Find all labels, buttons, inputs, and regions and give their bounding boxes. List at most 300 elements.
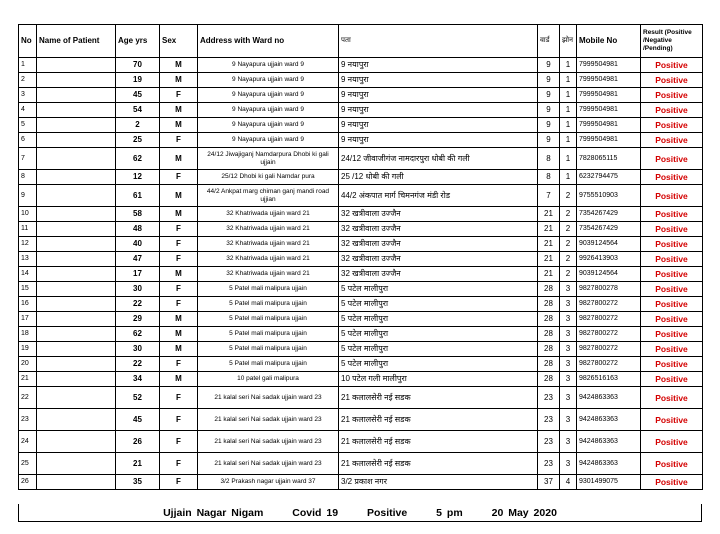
row-sex: F [160,475,198,490]
row-ward: 8 [538,170,560,185]
footer-status: Positive [366,507,408,519]
footer-covid: Covid 19 [292,507,339,519]
row-mobile: 9827800272 [577,297,641,312]
table-row [19,312,703,327]
row-result: Positive [641,88,703,103]
row-zone: 4 [560,475,577,490]
row-address: 5 Patel mali malipura ujjain [198,342,339,357]
row-name [37,372,116,387]
row-no: 15 [19,282,37,297]
row-ward: 23 [538,387,560,409]
row-name [37,453,116,475]
row-no: 5 [19,118,37,133]
row-age: 30 [116,342,160,357]
patient-table [18,24,703,490]
row-zone: 3 [560,409,577,431]
row-address-hindi: 24/12 जीवाजीगंज नामदारपुरा धोबी की गली [339,148,538,170]
row-name [37,222,116,237]
row-address: 44/2 Ankpat marg chiman ganj mandi road ujjian [198,185,339,207]
row-result: Positive [641,267,703,282]
row-address: 9 Nayapura ujjain ward 9 [198,58,339,73]
row-address-hindi: 5 पटेल मालीपुरा [339,327,538,342]
row-age: 61 [116,185,160,207]
row-address: 5 Patel mali malipura ujjain [198,357,339,372]
row-address: 5 Patel mali malipura ujjain [198,282,339,297]
header-address: Address with Ward no [198,25,339,58]
row-mobile: 9826516163 [577,372,641,387]
row-sex: F [160,237,198,252]
row-age: 62 [116,327,160,342]
row-age: 26 [116,431,160,453]
row-address: 21 kalal seri Nai sadak ujjain ward 23 [198,387,339,409]
row-no: 22 [19,387,37,409]
table-row [19,327,703,342]
table-row [19,453,703,475]
row-no: 19 [19,342,37,357]
row-age: 47 [116,252,160,267]
row-age: 17 [116,267,160,282]
row-ward: 23 [538,431,560,453]
row-ward: 21 [538,252,560,267]
row-address: 32 Khatriwada ujjain ward 21 [198,237,339,252]
row-result: Positive [641,148,703,170]
row-sex: M [160,312,198,327]
row-address: 25/12 Dhobi ki gali Namdar pura [198,170,339,185]
row-zone: 3 [560,282,577,297]
row-result: Positive [641,103,703,118]
row-age: 29 [116,312,160,327]
row-zone: 2 [560,237,577,252]
row-mobile: 9827800272 [577,342,641,357]
row-result: Positive [641,387,703,409]
table-row [19,118,703,133]
row-ward: 28 [538,327,560,342]
row-zone: 3 [560,431,577,453]
row-result: Positive [641,207,703,222]
row-no: 7 [19,148,37,170]
row-sex: F [160,252,198,267]
row-name [37,207,116,222]
table-row [19,387,703,409]
row-address-hindi: 9 नयापुरा [339,58,538,73]
row-mobile: 9424863363 [577,387,641,409]
row-age: 45 [116,409,160,431]
row-age: 40 [116,237,160,252]
row-name [37,312,116,327]
row-mobile: 9827800272 [577,312,641,327]
row-name [37,148,116,170]
row-mobile: 9827800272 [577,357,641,372]
row-mobile: 9424863363 [577,409,641,431]
row-sex: F [160,222,198,237]
row-sex: M [160,207,198,222]
row-zone: 1 [560,148,577,170]
row-mobile: 9424863363 [577,431,641,453]
row-age: 35 [116,475,160,490]
row-age: 22 [116,297,160,312]
row-age: 19 [116,73,160,88]
row-address: 5 Patel mali malipura ujjain [198,312,339,327]
row-address-hindi: 9 नयापुरा [339,118,538,133]
row-no: 14 [19,267,37,282]
row-address-hindi: 21 कलालसेरी नई सडक [339,409,538,431]
table-row [19,475,703,490]
row-age: 70 [116,58,160,73]
row-zone: 3 [560,372,577,387]
row-address: 21 kalal seri Nai sadak ujjain ward 23 [198,409,339,431]
row-age: 62 [116,148,160,170]
row-address-hindi: 10 पटेल गली मालीपुरा [339,372,538,387]
row-zone: 3 [560,453,577,475]
table-row [19,133,703,148]
table-row [19,103,703,118]
row-address: 9 Nayapura ujjain ward 9 [198,103,339,118]
row-result: Positive [641,475,703,490]
row-address: 32 Khatriwada ujjain ward 21 [198,267,339,282]
row-result: Positive [641,453,703,475]
row-address: 10 patel gali malipura [198,372,339,387]
row-ward: 28 [538,282,560,297]
header-sex: Sex [160,25,198,58]
row-mobile: 9827800272 [577,327,641,342]
row-result: Positive [641,409,703,431]
table-header-row [19,25,703,58]
row-zone: 3 [560,327,577,342]
row-name [37,58,116,73]
row-zone: 3 [560,357,577,372]
table-row [19,73,703,88]
row-zone: 3 [560,312,577,327]
row-address-hindi: 44/2 अंकपात मार्ग चिमनगंज मंडी रोड [339,185,538,207]
row-result: Positive [641,58,703,73]
row-address: 32 Khatriwada ujjain ward 21 [198,207,339,222]
row-zone: 1 [560,103,577,118]
row-result: Positive [641,185,703,207]
row-sex: F [160,282,198,297]
row-address-hindi: 9 नयापुरा [339,73,538,88]
row-address: 24/12 Jiwajiganj Namdarpura Dhobi ki gali ujjain [198,148,339,170]
row-address: 5 Patel mali malipura ujjain [198,327,339,342]
row-ward: 9 [538,133,560,148]
table-row [19,170,703,185]
row-address-hindi: 5 पटेल मालीपुरा [339,342,538,357]
row-result: Positive [641,237,703,252]
row-result: Positive [641,133,703,148]
row-zone: 1 [560,118,577,133]
row-zone: 2 [560,222,577,237]
row-sex: F [160,170,198,185]
row-mobile: 7354267429 [577,222,641,237]
row-name [37,252,116,267]
row-address-hindi: 32 खत्रीवाला उज्जैन [339,222,538,237]
row-result: Positive [641,252,703,267]
row-no: 9 [19,185,37,207]
header-mobile: Mobile No [577,25,641,58]
table-row [19,409,703,431]
row-age: 52 [116,387,160,409]
row-no: 13 [19,252,37,267]
row-address-hindi: 5 पटेल मालीपुरा [339,282,538,297]
row-zone: 1 [560,73,577,88]
row-mobile: 7999504981 [577,73,641,88]
row-mobile: 7999504981 [577,118,641,133]
row-no: 10 [19,207,37,222]
row-mobile: 9827800278 [577,282,641,297]
row-name [37,431,116,453]
row-ward: 21 [538,237,560,252]
row-ward: 23 [538,453,560,475]
header-age: Age yrs [116,25,160,58]
row-sex: M [160,342,198,357]
row-result: Positive [641,170,703,185]
row-age: 54 [116,103,160,118]
row-ward: 9 [538,73,560,88]
row-address: 21 kalal seri Nai sadak ujjain ward 23 [198,431,339,453]
row-address-hindi: 5 पटेल मालीपुरा [339,297,538,312]
row-no: 23 [19,409,37,431]
row-zone: 2 [560,267,577,282]
row-no: 24 [19,431,37,453]
row-address-hindi: 9 नयापुरा [339,103,538,118]
table-row [19,342,703,357]
row-result: Positive [641,357,703,372]
row-name [37,88,116,103]
row-result: Positive [641,297,703,312]
row-zone: 1 [560,58,577,73]
row-age: 22 [116,357,160,372]
row-result: Positive [641,312,703,327]
table-row [19,58,703,73]
row-no: 26 [19,475,37,490]
row-no: 17 [19,312,37,327]
row-sex: F [160,133,198,148]
row-sex: M [160,267,198,282]
row-sex: M [160,372,198,387]
row-sex: F [160,453,198,475]
row-address: 21 kalal seri Nai sadak ujjain ward 23 [198,453,339,475]
row-sex: M [160,73,198,88]
row-ward: 28 [538,372,560,387]
row-name [37,342,116,357]
row-mobile: 7999504981 [577,88,641,103]
row-no: 25 [19,453,37,475]
row-ward: 9 [538,58,560,73]
row-result: Positive [641,431,703,453]
row-name [37,237,116,252]
footer-org: Ujjain Nagar Nigam [163,507,264,519]
row-result: Positive [641,327,703,342]
table-row [19,207,703,222]
row-sex: F [160,357,198,372]
row-age: 21 [116,453,160,475]
table-row [19,237,703,252]
row-age: 30 [116,282,160,297]
row-address-hindi: 5 पटेल मालीपुरा [339,357,538,372]
row-address-hindi: 9 नयापुरा [339,133,538,148]
row-ward: 9 [538,103,560,118]
row-mobile: 7828065115 [577,148,641,170]
patient-table-container [18,24,702,490]
row-sex: F [160,297,198,312]
header-result: Result (Positive /Negative /Pending) [641,25,703,58]
row-name [37,409,116,431]
table-row [19,431,703,453]
row-address-hindi: 9 नयापुरा [339,88,538,103]
row-sex: M [160,185,198,207]
row-sex: M [160,327,198,342]
row-address: 32 Khatriwada ujjain ward 21 [198,252,339,267]
row-address-hindi: 21 कलालसेरी नई सडक [339,431,538,453]
row-address-hindi: 32 खत्रीवाला उज्जैन [339,237,538,252]
row-result: Positive [641,372,703,387]
row-zone: 1 [560,170,577,185]
row-ward: 9 [538,118,560,133]
row-address: 9 Nayapura ujjain ward 9 [198,118,339,133]
row-mobile: 9039124564 [577,237,641,252]
header-no: No [19,25,37,58]
row-sex: F [160,431,198,453]
row-address-hindi: 21 कलालसेरी नई सडक [339,453,538,475]
table-row [19,297,703,312]
row-age: 34 [116,372,160,387]
table-row [19,357,703,372]
row-result: Positive [641,222,703,237]
table-row [19,185,703,207]
row-no: 2 [19,73,37,88]
row-result: Positive [641,118,703,133]
header-zone: झोन [560,25,577,58]
row-sex: M [160,118,198,133]
row-zone: 3 [560,342,577,357]
row-mobile: 7999504981 [577,133,641,148]
row-name [37,387,116,409]
row-ward: 28 [538,342,560,357]
row-no: 6 [19,133,37,148]
row-age: 45 [116,88,160,103]
table-row [19,372,703,387]
row-name [37,133,116,148]
row-zone: 2 [560,207,577,222]
footer-caption [18,504,702,522]
row-address-hindi: 32 खत्रीवाला उज्जैन [339,207,538,222]
header-name: Name of Patient [37,25,116,58]
row-name [37,282,116,297]
row-sex: M [160,103,198,118]
row-zone: 1 [560,133,577,148]
row-name [37,170,116,185]
table-row [19,267,703,282]
row-sex: F [160,409,198,431]
row-age: 2 [116,118,160,133]
row-address: 9 Nayapura ujjain ward 9 [198,73,339,88]
row-address-hindi: 32 खत्रीवाला उज्जैन [339,252,538,267]
table-row [19,252,703,267]
row-mobile: 9926413903 [577,252,641,267]
row-ward: 8 [538,148,560,170]
row-zone: 2 [560,252,577,267]
row-address-hindi: 21 कलालसेरी नई सडक [339,387,538,409]
row-address-hindi: 32 खत्रीवाला उज्जैन [339,267,538,282]
row-sex: M [160,58,198,73]
row-zone: 3 [560,387,577,409]
row-no: 12 [19,237,37,252]
row-no: 16 [19,297,37,312]
row-mobile: 7999504981 [577,103,641,118]
row-age: 48 [116,222,160,237]
row-ward: 21 [538,267,560,282]
row-ward: 23 [538,409,560,431]
row-name [37,73,116,88]
row-ward: 28 [538,297,560,312]
row-address: 5 Patel mali malipura ujjain [198,297,339,312]
row-mobile: 6232794475 [577,170,641,185]
row-no: 8 [19,170,37,185]
header-ward: वार्ड [538,25,560,58]
table-row [19,88,703,103]
row-mobile: 9301499075 [577,475,641,490]
row-result: Positive [641,342,703,357]
row-no: 11 [19,222,37,237]
table-row [19,282,703,297]
row-name [37,267,116,282]
row-ward: 37 [538,475,560,490]
row-sex: F [160,387,198,409]
row-name [37,327,116,342]
row-age: 58 [116,207,160,222]
row-zone: 2 [560,185,577,207]
row-name [37,118,116,133]
row-ward: 21 [538,207,560,222]
header-address-hindi: पता [339,25,538,58]
row-no: 1 [19,58,37,73]
row-age: 12 [116,170,160,185]
row-mobile: 7999504981 [577,58,641,73]
row-address: 32 Khatriwada ujjain ward 21 [198,222,339,237]
row-ward: 28 [538,312,560,327]
row-name [37,357,116,372]
row-address-hindi: 25 /12 धोबी की गली [339,170,538,185]
row-address-hindi: 5 पटेल मालीपुरा [339,312,538,327]
row-sex: M [160,148,198,170]
row-no: 21 [19,372,37,387]
row-result: Positive [641,282,703,297]
row-address: 3/2 Prakash nagar ujjain ward 37 [198,475,339,490]
row-address-hindi: 3/2 प्रकाश नगर [339,475,538,490]
row-mobile: 9755510903 [577,185,641,207]
row-result: Positive [641,73,703,88]
table-row [19,148,703,170]
row-ward: 21 [538,222,560,237]
row-zone: 3 [560,297,577,312]
row-name [37,475,116,490]
row-ward: 9 [538,88,560,103]
row-no: 4 [19,103,37,118]
row-mobile: 7354267429 [577,207,641,222]
row-mobile: 9039124564 [577,267,641,282]
row-mobile: 9424863363 [577,453,641,475]
row-no: 18 [19,327,37,342]
row-ward: 7 [538,185,560,207]
row-age: 25 [116,133,160,148]
row-address: 9 Nayapura ujjain ward 9 [198,88,339,103]
footer-date: 20 May 2020 [491,507,557,519]
row-name [37,297,116,312]
row-address: 9 Nayapura ujjain ward 9 [198,133,339,148]
row-no: 3 [19,88,37,103]
row-zone: 1 [560,88,577,103]
row-sex: F [160,88,198,103]
row-no: 20 [19,357,37,372]
